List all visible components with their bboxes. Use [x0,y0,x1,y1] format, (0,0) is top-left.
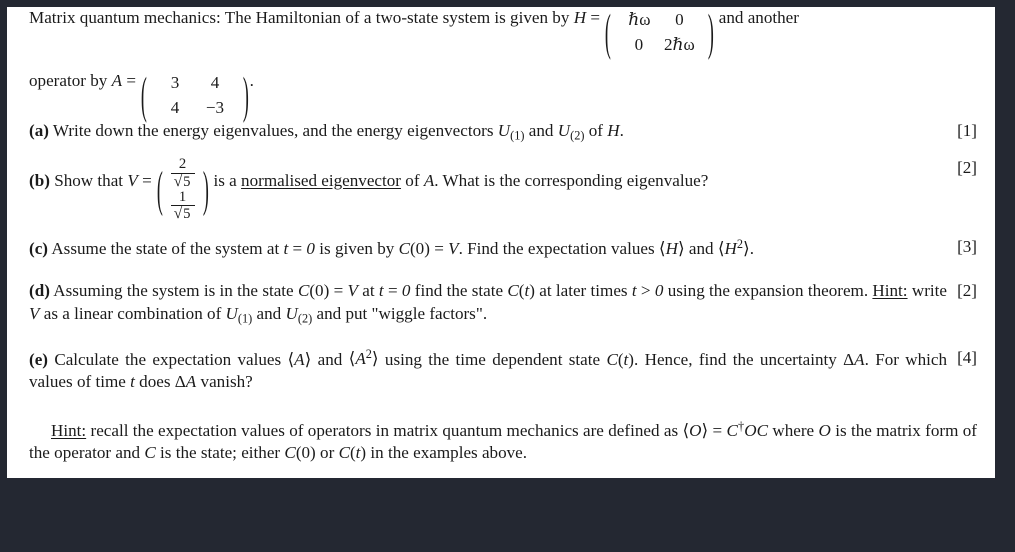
eq-t-equals-0: t = 0 [283,238,315,258]
footer-hint-text-2: where [772,420,815,440]
conj-and: and [528,121,554,141]
fraction-1-over-sqrt5 [171,190,195,223]
left-paren: ( [156,162,163,218]
footer-hint-paragraph [29,418,977,465]
part-label-c: (c) [29,238,48,258]
expectation-H-squared: $⟨H^2⟩$ [717,236,750,258]
marks-d: [2] [957,281,977,301]
matrix-cell: 2ℏω [663,34,695,54]
part-b-underlined-phrase: normalised eigenvector [241,171,402,191]
part-label-d: (d) [29,281,50,301]
hint-label-d: Hint: [872,281,908,301]
vector-V [156,157,209,223]
equals-sign: = [142,171,152,191]
footer-hint-text-4: is the state; either [160,443,281,463]
right-paren: ) [707,7,714,62]
V-symbol: V [29,303,40,323]
part-e-text-3: using the time dependent state [384,349,601,369]
part-label-e: (e) [29,349,48,369]
part-c-text-5: . [749,238,754,258]
fraction-2-over-sqrt5 [171,157,195,190]
part-d-text-6: write [911,281,947,301]
O-symbol: O [818,420,831,440]
eq-t-greater-0: t > 0 [631,281,664,301]
vector-row [171,190,195,223]
part-d-text-9: and put "wiggle factors". [316,303,488,323]
vector-rows [164,157,202,223]
matrix-cell: ℏω [628,10,651,30]
marks-a: [1] [957,121,977,141]
denominator: √5 [171,205,195,222]
numerator: 1 [178,188,187,205]
question-part-a [29,120,977,144]
H-symbol: H [607,121,620,141]
eq-C-of-t: C(t) [606,349,634,369]
part-e-text-4: . Hence, find the uncertainty [634,349,837,369]
H-symbol: H [573,8,587,27]
part-label-b: (b) [29,171,50,191]
intro-paragraph [29,7,977,62]
expectation-definition-formula: ⟨O⟩ = C†OC [682,418,768,440]
U2-symbol: $U_{(2)}$ [285,303,313,326]
question-part-d [29,280,977,326]
matrix-row [155,96,235,121]
matrix-cell: 3 [170,72,180,92]
t-symbol: t [130,372,135,392]
period: . [249,70,254,90]
question-part-c [29,236,977,260]
matrix-cell: 4 [210,72,220,92]
A-symbol: A [423,171,435,191]
part-d-text-3: find the state [414,281,504,301]
eq-C0-equals-V: C(0) = V [297,281,358,301]
part-e-text-7: vanish? [200,372,253,392]
expectation-A: ⟨A⟩ [287,349,312,369]
marks-b: [2] [957,158,977,178]
hamiltonian-matrix [604,7,714,62]
U1-symbol: $U_{(1)}$ [497,121,525,143]
eq-Ct: C(t) [338,443,367,463]
expectation-H: ⟨H⟩ [658,238,685,258]
equals-sign: = [126,70,136,90]
part-c-text-1: Assume the state of the system at [51,238,280,258]
part-b-text-3: of [405,171,420,191]
footer-hint-text-3: is the matrix form of the operator and [29,420,977,463]
hint-label-footer: Hint: [51,420,87,440]
left-paren: ( [141,66,148,124]
intro-text-before-H: The Hamiltonian of a two-state system is given by [224,8,570,27]
matrix-row [619,8,700,33]
part-e-text-5: . For which values of time [29,349,948,392]
matrix-row [155,71,235,96]
eq-C0-equals-V: C(0) = V [398,238,459,258]
operator-paragraph [29,66,977,124]
matrix-cell: −3 [205,97,225,117]
intro-topic: Matrix quantum mechanics: [29,8,221,27]
U2-symbol: $U_{(2)}$ [557,121,585,143]
uncertainty-delta-A: ΔA [843,349,865,369]
part-b-text-4: . What is the corresponding eigenvalue? [434,171,709,191]
part-c-text-2: is given by [319,238,395,258]
matrix-rows [148,71,242,121]
part-b-text-2: is a [213,171,237,191]
part-a-text-end: of [588,121,603,141]
footer-hint-text-1: recall the expectation values of operators in matrix quantum mechanics are defined as [90,420,679,440]
matrix-cell: 0 [675,10,684,30]
part-d-text-5: using the expansion theorem. [667,281,869,301]
eq-C-of-t: C(t) [507,281,535,301]
question-part-b [29,157,977,223]
question-part-e [29,347,977,394]
left-paren: ( [605,7,612,62]
page-content [7,7,995,465]
part-d-text-1: Assuming the system is in the state [53,281,294,301]
right-paren: ) [202,162,209,218]
A-symbol: A [111,70,123,90]
marks-e: [4] [957,347,977,367]
matrix-rows [612,8,707,58]
footer-hint-text-6: in the examples above. [370,443,528,463]
part-d-text-8: and [256,303,282,323]
uncertainty-delta-A-2: ΔA [174,372,197,392]
marks-c: [3] [957,236,977,256]
part-label-a: (a) [29,121,49,141]
equals-sign: = [590,8,600,27]
eq-t-equals-0: t = 0 [378,281,411,301]
footer-hint-text-5: or [320,443,335,463]
matrix-cell: 0 [634,34,644,54]
matrix-cell: 4 [170,97,180,117]
part-d-text-2: at [362,281,375,301]
C-symbol: C [144,443,156,463]
part-c-text-3: . Find the expectation values [458,238,655,258]
part-e-text-1: Calculate the expectation values [54,349,282,369]
right-paren: ) [242,66,249,124]
numerator: 2 [178,156,187,173]
part-e-text-6: does [139,372,171,392]
vector-row [171,157,195,190]
part-b-text-1: Show that [54,171,124,191]
V-symbol: V [127,171,138,191]
operator-A-matrix [140,66,249,124]
period: . [619,121,624,141]
denominator: √5 [171,173,195,190]
matrix-row [619,33,700,58]
intro-text-after-H: and another [718,8,799,27]
scanned-page [7,7,995,478]
expectation-A-squared: $⟨A^2⟩$ [348,347,379,369]
U1-symbol: $U_{(1)}$ [225,303,253,326]
eq-C0: C(0) [284,443,316,463]
part-d-text-4: at later times [539,281,628,301]
part-c-text-4: and [688,238,714,258]
part-e-text-2: and [317,349,343,369]
part-a-text: Write down the energy eigenvalues, and the energy eigenvectors [52,121,494,141]
operator-prefix: operator by [29,70,108,90]
part-d-text-7: as a linear combination of [43,303,222,323]
